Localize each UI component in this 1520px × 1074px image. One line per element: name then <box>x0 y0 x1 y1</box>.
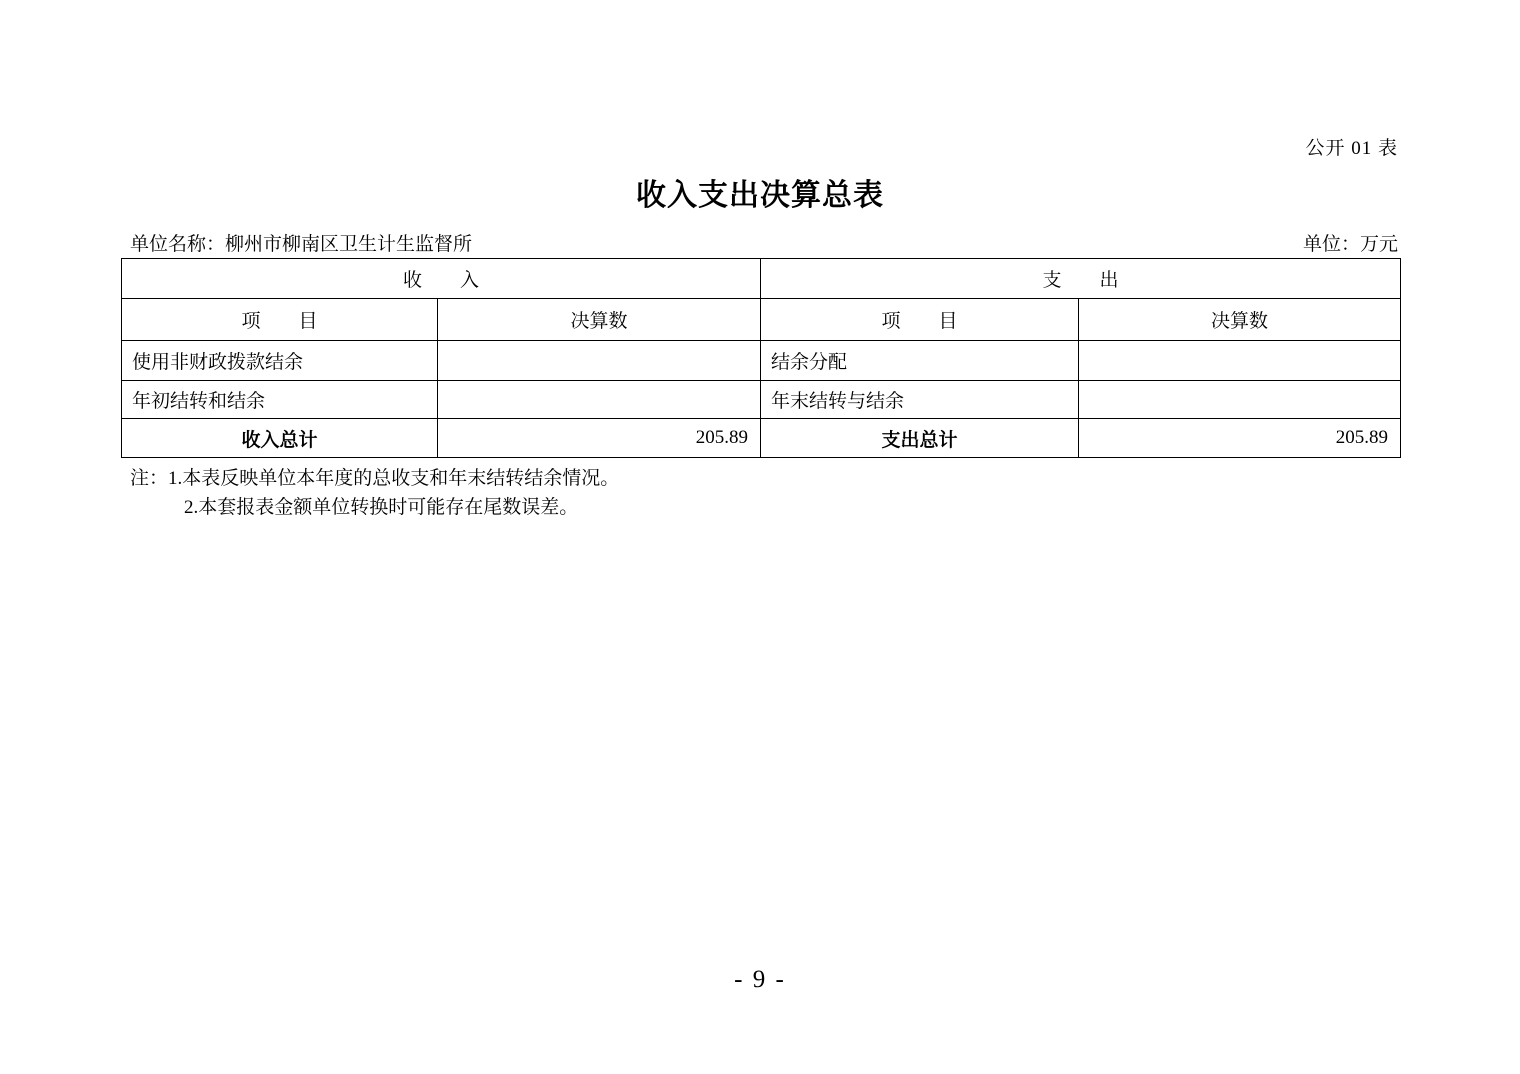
note-text-2: 2.本套报表金额单位转换时可能存在尾数误差。 <box>184 497 579 518</box>
income-item-cell: 年初结转和结余 <box>122 381 438 419</box>
table-row <box>122 381 1401 419</box>
expense-item-cell: 结余分配 <box>761 341 1079 381</box>
totals-row <box>122 419 1401 458</box>
column-header-row <box>122 299 1401 341</box>
income-amount-cell <box>438 341 761 381</box>
income-amount-column-header: 决算数 <box>438 299 761 341</box>
note-line-2 <box>184 493 619 522</box>
income-total-label: 收入总计 <box>122 419 438 458</box>
income-section-header: 收 入 <box>122 259 761 299</box>
income-item-cell: 使用非财政拨款结余 <box>122 341 438 381</box>
page-number: - 9 - <box>734 966 786 993</box>
expense-total-amount: 205.89 <box>1079 419 1401 458</box>
expense-total-label: 支出总计 <box>761 419 1079 458</box>
note-line-1 <box>130 464 619 493</box>
income-expense-table <box>121 258 1401 458</box>
expense-section-header: 支 出 <box>761 259 1401 299</box>
table-notes <box>130 464 619 522</box>
unit-info-row <box>130 229 1398 256</box>
unit-of-measure: 单位：万元 <box>1302 234 1398 255</box>
expense-amount-cell <box>1079 381 1401 419</box>
expense-item-cell: 年末结转与结余 <box>761 381 1079 419</box>
page-title: 收入支出决算总表 <box>636 179 884 212</box>
doc-code: 公开 01 表 <box>1305 138 1398 159</box>
expense-item-column-header: 项 目 <box>761 299 1079 341</box>
expense-amount-cell <box>1079 341 1401 381</box>
expense-amount-column-header: 决算数 <box>1079 299 1401 341</box>
note-prefix: 注： <box>130 468 169 489</box>
income-total-amount: 205.89 <box>438 419 761 458</box>
unit-name: 单位名称：柳州市柳南区卫生计生监督所 <box>130 234 473 255</box>
section-header-row <box>122 259 1401 299</box>
table-row <box>122 341 1401 381</box>
income-item-column-header: 项 目 <box>122 299 438 341</box>
income-amount-cell <box>438 381 761 419</box>
note-text-1: 1.本表反映单位本年度的总收支和年末结转结余情况。 <box>168 468 620 489</box>
